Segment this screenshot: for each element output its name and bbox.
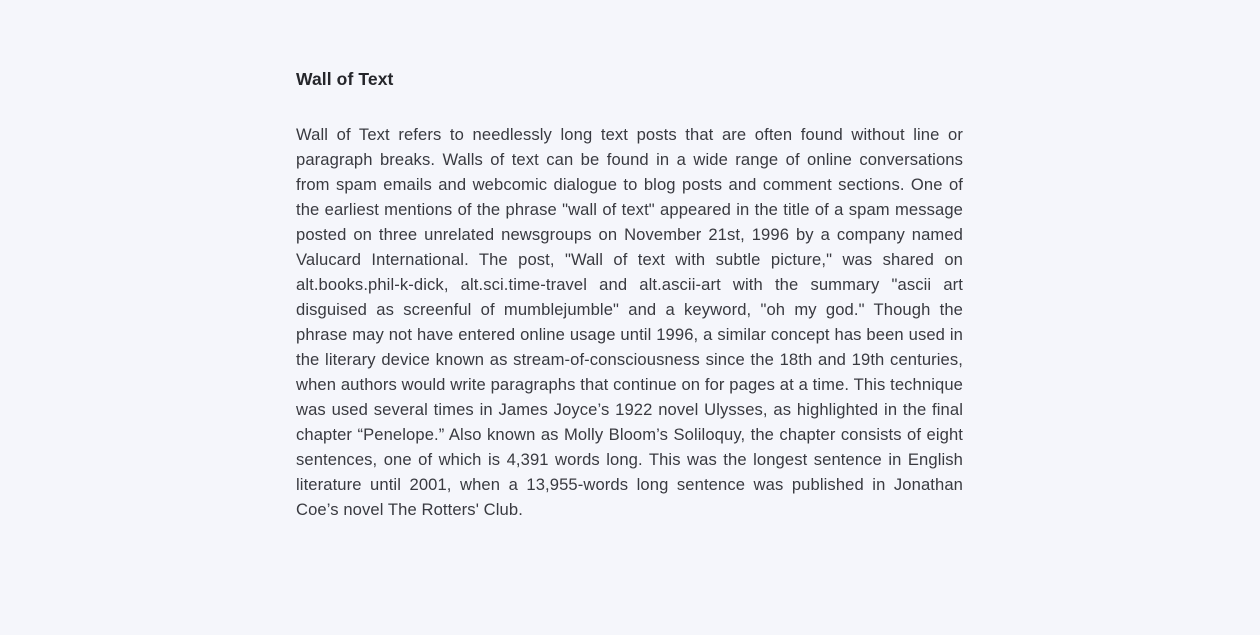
- page-title: Wall of Text: [296, 69, 394, 89]
- article-body: Wall of Text refers to needlessly long text posts that are often found without line or paragraph breaks. Walls of text can be found in a wide range of online conversations from spam emails and webcomic dialogue to blog posts and comment sections. One of the earliest mentions of the phrase "wall of text" appeared in the title of a spam message posted on three unrelated newsgroups on November 21st, 1996 by a company named Valucard International. The post, "Wall of text with subtle picture," was shared on alt.books.phil-k-dick, alt.sci.time-travel and alt.ascii-art with the summary "ascii art disguised as screenful of mumblejumble" and a keyword, "oh my god." Though the phrase may not have entered online usage until 1996, a similar concept has been used in the literary device known as stream-of-consciousness since the 18th and 19th centuries, when authors would write paragraphs that continue on for pages at a time. This technique was used several times in James Joyce’s 1922 novel Ulysses, as highlighted in the final chapter “Penelope.” Also known as Molly Bloom’s Soliloquy, the chapter consists of eight sentences, one of which is 4,391 words long. This was the longest sentence in English literature until 2001, when a 13,955-words long sentence was published in Jonathan Coe’s novel The Rotters' Club.: [296, 125, 963, 519]
- article: [296, 70, 963, 522]
